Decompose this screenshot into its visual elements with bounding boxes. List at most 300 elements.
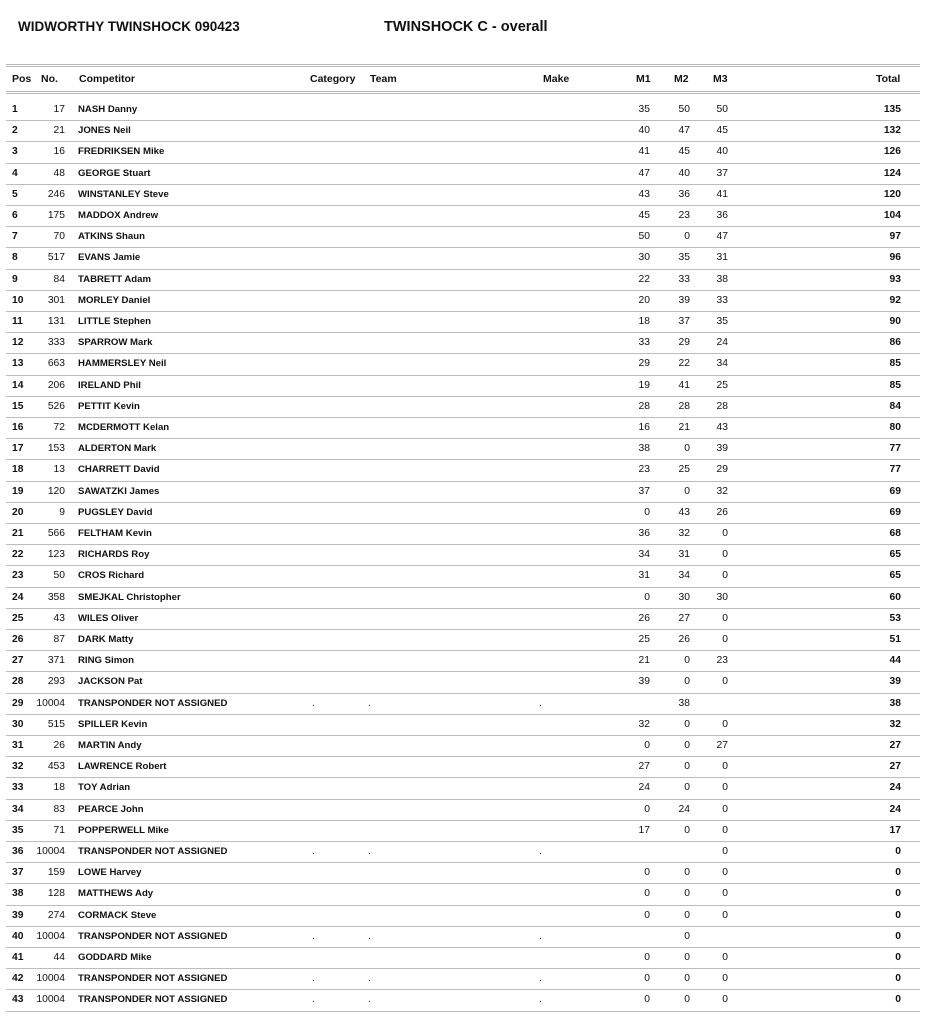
- table-row: [0, 694, 926, 715]
- table-row: [0, 863, 926, 884]
- cell-m3: 28: [716, 400, 728, 412]
- cell-m3: 24: [716, 337, 728, 349]
- cell-total: 0: [895, 867, 901, 879]
- cell-m2: 0: [684, 973, 690, 985]
- cell-no: 274: [47, 909, 65, 921]
- cell-pos: 42: [12, 973, 24, 985]
- cell-competitor: EVANS Jamie: [78, 252, 141, 264]
- cell-m2: 33: [678, 273, 690, 285]
- cell-m1: 0: [644, 909, 650, 921]
- column-header-m3: M3: [713, 73, 728, 85]
- cell-competitor: PETTIT Kevin: [78, 400, 140, 412]
- header-divider: [6, 64, 920, 67]
- cell-m3: 0: [722, 888, 728, 900]
- cell-no: 153: [47, 443, 65, 455]
- cell-m1: 0: [644, 803, 650, 815]
- cell-no: 10004: [36, 994, 65, 1006]
- cell-pos: 19: [12, 485, 24, 497]
- cell-m1: 17: [638, 824, 650, 836]
- cell-make: .: [539, 994, 542, 1006]
- cell-competitor: JACKSON Pat: [78, 676, 143, 688]
- cell-competitor: LAWRENCE Robert: [78, 761, 167, 773]
- cell-team: .: [368, 973, 371, 985]
- cell-m3: 34: [716, 358, 728, 370]
- cell-total: 84: [889, 400, 901, 412]
- table-row: [0, 651, 926, 672]
- cell-no: 159: [47, 867, 65, 879]
- cell-category: .: [312, 846, 315, 857]
- cell-total: 69: [889, 506, 901, 518]
- cell-pos: 10: [12, 294, 24, 306]
- class-title: TWINSHOCK C - overall: [384, 19, 548, 35]
- cell-competitor: SAWATZKI James: [78, 485, 160, 497]
- cell-no: 123: [47, 549, 65, 561]
- cell-competitor: WILES Oliver: [78, 612, 139, 624]
- cell-pos: 20: [12, 506, 24, 518]
- cell-pos: 18: [12, 464, 24, 476]
- cell-m2: 0: [684, 930, 690, 942]
- cell-total: 24: [889, 803, 901, 815]
- cell-m2: 24: [678, 803, 690, 815]
- cell-m1: 29: [638, 358, 650, 370]
- cell-pos: 9: [12, 273, 18, 285]
- cell-m1: 25: [638, 634, 650, 645]
- cell-m3: 25: [716, 379, 728, 391]
- cell-m3: 0: [722, 952, 728, 963]
- cell-m1: 37: [638, 485, 650, 497]
- cell-no: 663: [47, 358, 65, 370]
- cell-team: .: [368, 697, 371, 709]
- cell-competitor: WINSTANLEY Steve: [78, 188, 169, 200]
- cell-pos: 11: [12, 316, 23, 327]
- table-row: [0, 206, 926, 227]
- cell-m1: 43: [638, 188, 650, 200]
- cell-competitor: MCDERMOTT Kelan: [78, 422, 170, 433]
- cell-m2: 41: [678, 379, 690, 391]
- cell-total: 27: [889, 761, 901, 773]
- cell-competitor: LITTLE Stephen: [78, 316, 152, 327]
- cell-m1: 36: [638, 528, 650, 539]
- table-row: [0, 397, 926, 418]
- cell-no: 13: [53, 464, 65, 476]
- cell-pos: 39: [12, 909, 24, 921]
- table-row: [0, 185, 926, 206]
- cell-no: 83: [53, 803, 65, 815]
- table-row: [0, 524, 926, 545]
- cell-m1: 20: [638, 294, 650, 306]
- cell-no: 131: [47, 316, 65, 327]
- cell-pos: 24: [12, 591, 24, 603]
- cell-competitor: NASH Danny: [78, 104, 138, 115]
- cell-m1: 16: [638, 422, 650, 433]
- cell-pos: 22: [12, 549, 24, 561]
- cell-pos: 3: [12, 146, 18, 158]
- cell-m3: 0: [722, 782, 728, 794]
- cell-competitor: MARTIN Andy: [78, 740, 142, 751]
- cell-pos: 26: [12, 634, 24, 645]
- cell-no: 453: [47, 761, 65, 773]
- cell-m2: 26: [678, 634, 690, 645]
- page-header: [0, 0, 926, 60]
- cell-m2: 0: [684, 888, 690, 900]
- cell-total: 97: [889, 231, 901, 243]
- cell-m3: 0: [722, 761, 728, 773]
- cell-competitor: TRANSPONDER NOT ASSIGNED: [78, 930, 228, 942]
- cell-m2: 31: [678, 549, 690, 561]
- cell-m1: 30: [638, 252, 650, 264]
- cell-m3: 40: [716, 146, 728, 158]
- cell-competitor: GODDARD Mike: [78, 952, 152, 963]
- cell-m3: 37: [716, 167, 728, 179]
- table-row: [0, 503, 926, 524]
- table-row: [0, 354, 926, 375]
- cell-competitor: TABRETT Adam: [78, 273, 152, 285]
- cell-m1: 31: [638, 570, 650, 582]
- cell-pos: 32: [12, 761, 24, 773]
- cell-total: 53: [889, 612, 901, 624]
- cell-pos: 35: [12, 824, 24, 836]
- cell-m2: 0: [684, 231, 690, 243]
- cell-m1: 47: [638, 167, 650, 179]
- cell-pos: 2: [12, 125, 18, 137]
- column-header-category: Category: [310, 73, 356, 85]
- cell-competitor: HAMMERSLEY Neil: [78, 358, 167, 370]
- cell-total: 39: [889, 676, 901, 688]
- table-row: [0, 566, 926, 587]
- table-row: [0, 312, 926, 333]
- cell-no: 87: [53, 634, 65, 645]
- cell-competitor: LOWE Harvey: [78, 867, 142, 879]
- cell-competitor: SPARROW Mark: [78, 337, 153, 349]
- table-row: [0, 588, 926, 609]
- cell-pos: 23: [12, 570, 24, 582]
- cell-m3: 26: [716, 506, 728, 518]
- cell-total: 24: [889, 782, 901, 794]
- cell-no: 566: [47, 528, 65, 539]
- cell-m3: 0: [722, 570, 728, 582]
- cell-team: .: [368, 930, 371, 942]
- cell-m2: 0: [684, 485, 690, 497]
- cell-total: 17: [889, 824, 901, 836]
- cell-m1: 0: [644, 506, 650, 518]
- cell-m3: 0: [722, 528, 728, 539]
- cell-m1: 40: [638, 125, 650, 137]
- cell-m1: 32: [638, 718, 650, 730]
- table-row: [0, 969, 926, 990]
- cell-no: 16: [53, 146, 65, 158]
- cell-m2: 34: [678, 570, 690, 582]
- cell-no: 517: [47, 252, 65, 264]
- cell-m1: 39: [638, 676, 650, 688]
- cell-m2: 0: [684, 676, 690, 688]
- table-row: [0, 990, 926, 1011]
- cell-m3: 36: [716, 210, 728, 221]
- cell-m3: 32: [716, 485, 728, 497]
- cell-m3: 0: [722, 634, 728, 645]
- cell-competitor: IRELAND Phil: [78, 379, 141, 391]
- cell-m2: 0: [684, 443, 690, 455]
- cell-competitor: FELTHAM Kevin: [78, 528, 152, 539]
- cell-m2: 0: [684, 655, 690, 667]
- cell-m1: 0: [644, 740, 650, 751]
- cell-no: 10004: [36, 697, 65, 709]
- cell-no: 43: [53, 612, 65, 624]
- cell-no: 18: [53, 782, 65, 794]
- cell-competitor: CHARRETT David: [78, 464, 160, 476]
- cell-m3: 39: [716, 443, 728, 455]
- cell-m2: 27: [678, 612, 690, 624]
- table-row: [0, 672, 926, 693]
- table-row: [0, 948, 926, 969]
- cell-no: 293: [47, 676, 65, 688]
- cell-m2: 38: [678, 697, 690, 709]
- cell-total: 32: [889, 718, 901, 730]
- cell-pos: 40: [12, 930, 24, 942]
- cell-total: 0: [895, 952, 901, 963]
- cell-m3: 27: [716, 740, 728, 751]
- cell-competitor: FREDRIKSEN Mike: [78, 146, 165, 158]
- cell-make: .: [539, 930, 542, 942]
- cell-m3: 31: [716, 252, 728, 264]
- cell-m2: 45: [678, 146, 690, 158]
- cell-no: 526: [47, 400, 65, 412]
- cell-total: 68: [889, 528, 901, 539]
- cell-m2: 50: [678, 104, 690, 115]
- cell-m3: 50: [716, 104, 728, 115]
- cell-total: 69: [889, 485, 901, 497]
- cell-competitor: TRANSPONDER NOT ASSIGNED: [78, 994, 228, 1006]
- cell-pos: 38: [12, 888, 24, 900]
- cell-pos: 13: [12, 358, 24, 370]
- cell-m2: 23: [678, 210, 690, 221]
- cell-m1: 0: [644, 952, 650, 963]
- cell-no: 44: [53, 952, 65, 963]
- cell-competitor: SPILLER Kevin: [78, 718, 148, 730]
- table-row: [0, 821, 926, 842]
- column-header-pos: Pos: [12, 73, 32, 85]
- cell-total: 0: [895, 888, 901, 900]
- cell-category: .: [312, 994, 315, 1006]
- cell-no: 70: [53, 231, 65, 243]
- cell-m3: 38: [716, 273, 728, 285]
- cell-m3: 0: [722, 718, 728, 730]
- table-row: [0, 715, 926, 736]
- cell-competitor: TRANSPONDER NOT ASSIGNED: [78, 973, 228, 985]
- cell-m3: 41: [716, 188, 728, 200]
- table-row: [0, 142, 926, 163]
- cell-total: 86: [889, 337, 901, 349]
- cell-competitor: CORMACK Steve: [78, 909, 157, 921]
- cell-m2: 22: [678, 358, 690, 370]
- cell-m2: 0: [684, 867, 690, 879]
- cell-no: 120: [47, 485, 65, 497]
- cell-no: 301: [47, 294, 65, 306]
- cell-pos: 31: [12, 740, 24, 751]
- cell-pos: 30: [12, 718, 24, 730]
- cell-no: 72: [53, 422, 65, 433]
- cell-m1: 34: [638, 549, 650, 561]
- table-row: [0, 418, 926, 439]
- cell-m3: 29: [716, 464, 728, 476]
- cell-total: 92: [889, 294, 901, 306]
- cell-m2: 0: [684, 761, 690, 773]
- cell-m1: 26: [638, 612, 650, 624]
- cell-competitor: TRANSPONDER NOT ASSIGNED: [78, 697, 228, 709]
- cell-team: .: [368, 846, 371, 857]
- cell-competitor: ATKINS Shaun: [78, 231, 145, 243]
- cell-m3: 0: [722, 549, 728, 561]
- cell-m3: 0: [722, 824, 728, 836]
- cell-m3: 0: [722, 612, 728, 624]
- cell-m1: 0: [644, 994, 650, 1006]
- cell-m1: 18: [638, 316, 650, 327]
- cell-make: .: [539, 846, 542, 857]
- cell-m2: 0: [684, 782, 690, 794]
- cell-total: 27: [889, 740, 901, 751]
- cell-competitor: JONES Neil: [78, 125, 131, 137]
- table-row: [0, 376, 926, 397]
- cell-m2: 0: [684, 740, 690, 751]
- cell-pos: 37: [12, 867, 24, 879]
- cell-no: 84: [53, 273, 65, 285]
- column-header-team: Team: [370, 73, 397, 85]
- table-row: [0, 884, 926, 905]
- cell-pos: 21: [12, 528, 24, 539]
- column-header-total: Total: [876, 73, 901, 85]
- cell-m2: 25: [678, 464, 690, 476]
- cell-m3: 0: [722, 973, 728, 985]
- cell-m3: 35: [716, 316, 728, 327]
- column-header-competitor: Competitor: [79, 73, 135, 85]
- cell-no: 371: [47, 655, 65, 667]
- cell-pos: 4: [12, 167, 18, 179]
- cell-no: 515: [47, 718, 65, 730]
- cell-pos: 5: [12, 188, 18, 200]
- table-row: [0, 906, 926, 927]
- column-header-divider: [6, 91, 920, 94]
- table-row: [0, 333, 926, 354]
- cell-no: 50: [53, 570, 65, 582]
- table-row: [0, 927, 926, 948]
- cell-m3: 30: [716, 591, 728, 603]
- cell-competitor: CROS Richard: [78, 570, 145, 582]
- cell-competitor: POPPERWELL Mike: [78, 824, 169, 836]
- cell-make: .: [539, 697, 542, 709]
- cell-total: 77: [889, 464, 901, 476]
- cell-pos: 25: [12, 612, 24, 624]
- cell-m1: 28: [638, 400, 650, 412]
- row-divider: [6, 1011, 920, 1012]
- cell-total: 85: [889, 379, 901, 391]
- cell-m1: 45: [638, 210, 650, 221]
- cell-no: 246: [47, 188, 65, 200]
- cell-total: 126: [883, 146, 901, 158]
- table-row: [0, 609, 926, 630]
- table-row: [0, 270, 926, 291]
- cell-m2: 30: [678, 591, 690, 603]
- column-header-m2: M2: [674, 73, 689, 85]
- table-row: [0, 291, 926, 312]
- cell-total: 124: [883, 167, 901, 179]
- cell-total: 65: [889, 549, 901, 561]
- cell-m3: 0: [722, 909, 728, 921]
- table-row: [0, 100, 926, 121]
- cell-m3: 0: [722, 846, 728, 857]
- table-row: [0, 439, 926, 460]
- cell-m1: 22: [638, 273, 650, 285]
- cell-pos: 14: [12, 379, 24, 391]
- cell-total: 85: [889, 358, 901, 370]
- cell-m1: 27: [638, 761, 650, 773]
- cell-total: 0: [895, 973, 901, 985]
- cell-no: 10004: [36, 973, 65, 985]
- cell-m2: 37: [678, 316, 690, 327]
- cell-m1: 0: [644, 888, 650, 900]
- cell-pos: 16: [12, 422, 24, 433]
- cell-total: 51: [889, 634, 901, 645]
- cell-competitor: SMEJKAL Christopher: [78, 591, 181, 603]
- cell-competitor: PUGSLEY David: [78, 506, 153, 518]
- cell-pos: 33: [12, 782, 24, 794]
- cell-no: 71: [53, 824, 65, 836]
- cell-m2: 0: [684, 994, 690, 1006]
- cell-m2: 40: [678, 167, 690, 179]
- cell-pos: 12: [12, 337, 24, 349]
- cell-m2: 0: [684, 718, 690, 730]
- cell-pos: 43: [12, 994, 24, 1006]
- cell-no: 333: [47, 337, 65, 349]
- cell-total: 93: [889, 273, 901, 285]
- cell-m1: 0: [644, 591, 650, 603]
- cell-competitor: ALDERTON Mark: [78, 443, 157, 455]
- cell-pos: 17: [12, 443, 24, 455]
- cell-competitor: MORLEY Daniel: [78, 294, 151, 306]
- cell-no: 9: [59, 506, 65, 518]
- cell-competitor: MADDOX Andrew: [78, 210, 159, 221]
- cell-m2: 21: [678, 422, 690, 433]
- cell-m1: 19: [638, 379, 650, 391]
- cell-competitor: MATTHEWS Ady: [78, 888, 154, 900]
- cell-m2: 35: [678, 252, 690, 264]
- cell-total: 135: [883, 104, 901, 115]
- table-row: [0, 630, 926, 651]
- cell-pos: 27: [12, 655, 24, 667]
- cell-m2: 43: [678, 506, 690, 518]
- cell-m2: 28: [678, 400, 690, 412]
- cell-total: 77: [889, 443, 901, 455]
- cell-competitor: TRANSPONDER NOT ASSIGNED: [78, 846, 228, 857]
- cell-m3: 0: [722, 867, 728, 879]
- cell-m3: 0: [722, 803, 728, 815]
- cell-team: .: [368, 994, 371, 1006]
- table-row: [0, 800, 926, 821]
- cell-no: 358: [47, 591, 65, 603]
- cell-m1: 23: [638, 464, 650, 476]
- cell-m1: 0: [644, 867, 650, 879]
- cell-pos: 36: [12, 846, 24, 857]
- cell-pos: 15: [12, 400, 24, 412]
- cell-total: 120: [883, 188, 901, 200]
- cell-m3: 47: [716, 231, 728, 243]
- cell-m1: 50: [638, 231, 650, 243]
- cell-no: 175: [47, 210, 65, 221]
- event-title: WIDWORTHY TWINSHOCK 090423: [18, 19, 240, 34]
- cell-pos: 41: [12, 952, 24, 963]
- table-row: [0, 248, 926, 269]
- cell-m2: 29: [678, 337, 690, 349]
- cell-category: .: [312, 930, 315, 942]
- cell-m2: 36: [678, 188, 690, 200]
